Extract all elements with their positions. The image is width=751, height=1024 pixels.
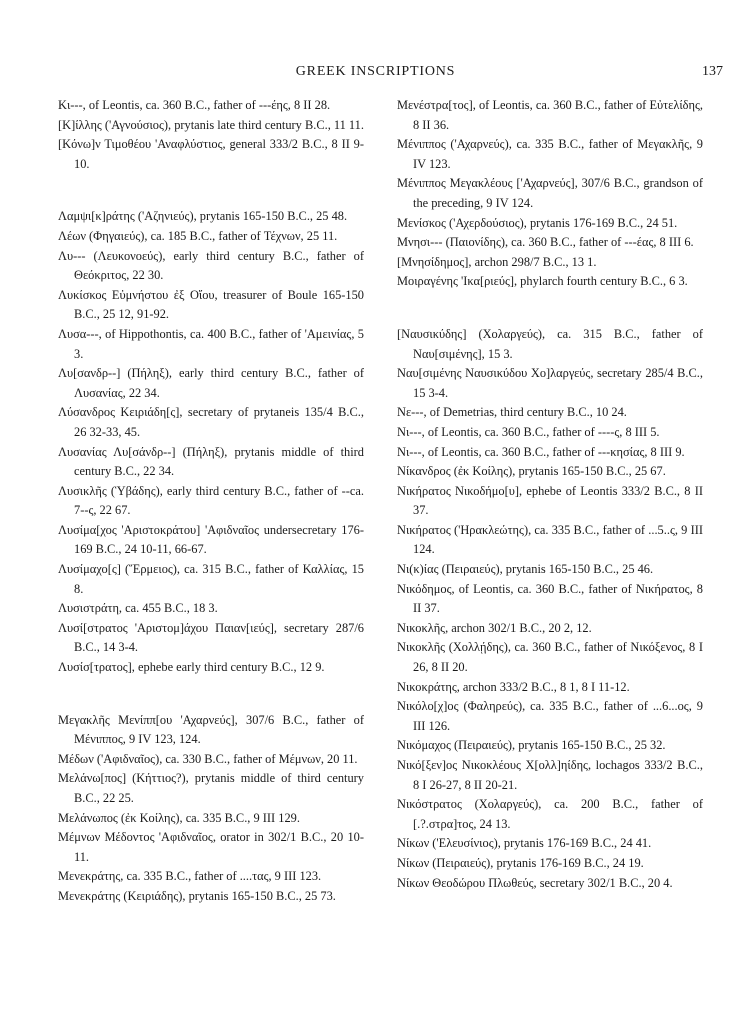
- index-entry: Νικόδημος, of Leontis, ca. 360 B.C., father of Νικήρατος, 8 II 37.: [397, 581, 703, 616]
- index-entry: Λύσανδρος Κειριάδη[ς], secretary of prytaneis 135/4 B.C., 26 32-33, 45.: [58, 405, 364, 439]
- index-entry: Λέων (Φηγαιεύς), ca. 185 B.C., father of Τέχνων, 25 11.: [58, 228, 338, 243]
- index-entry: Λυσανίας Λυ[σάνδρ--] (Πήληξ), prytanis middle of third century B.C., 22 34.: [58, 444, 364, 479]
- index-entry: Λυ--- (Λευκονοεύς), early third century B.C., father of Θεόκριτος, 22 30.: [58, 248, 364, 283]
- index-entry: Νι---, of Leontis, ca. 360 B.C., father of ----ς, 8 III 5.: [397, 424, 660, 439]
- index-entry: [Κ]ίλλης ('Αγνούσιος), prytanis late third century B.C., 11 11.: [58, 117, 364, 132]
- index-entry: Μενεκράτης (Κειριάδης), prytanis 165-150 B.C., 25 73.: [58, 888, 336, 903]
- index-entry: Νικήρατος Νικοδήμο[υ], ephebe of Leontis 333/2 B.C., 8 II 37.: [397, 483, 703, 518]
- index-entry: Ναυ[σιμένης Ναυσικύδου Χο]λαργεύς, secretary 285/4 B.C., 15 3-4.: [397, 366, 703, 400]
- index-entry: Λυκίσκος Εὐμνήστου ἐξ Οἴου, treasurer of Boule 165-150 B.C., 25 12, 91-92.: [58, 287, 364, 322]
- index-entry: Νικόμαχος (Πειραιεύς), prytanis 165-150 B.C., 25 32.: [397, 738, 666, 753]
- index-entry: Νι(κ)ίας (Πειραιεύς), prytanis 165-150 B.C., 25 46.: [397, 562, 654, 577]
- index-entry: Μέμνων Μέδοντος 'Αφιδναῖος, orator in 302/1 B.C., 20 10-11.: [58, 830, 364, 864]
- index-entry: Νικοκράτης, archon 333/2 B.C., 8 1, 8 I 11-12.: [397, 679, 630, 694]
- index-entry: Λυσί[στρατος 'Αριστομ]άχου Παιαν[ιεύς], secretary 287/6 B.C., 14 3-4.: [58, 620, 364, 655]
- index-entry: Μένιππος Μεγακλέους ['Αχαρνεύς], 307/6 B.C., grandson of the preceding, 9 IV 124.: [397, 176, 703, 210]
- index-entry: Μέδων ('Αφιδναῖος), ca. 330 B.C., father of Μέμνων, 20 11.: [58, 751, 358, 766]
- index-entry: Νικό[ξεν]ος Νικοκλέους Χ[ολλ]ηίδης, lochagos 333/2 B.C., 8 I 26-27, 8 II 20-21.: [397, 758, 703, 792]
- index-entry: Λυσικλῆς (Ὑβάδης), early third century B.C., father of --ca. 7--ς, 22 67.: [58, 483, 364, 518]
- index-entry: Νικόστρατος (Χολαργεύς), ca. 200 B.C., father of [.?.στρα]τος, 24 13.: [397, 797, 703, 831]
- index-entry: Νίκων ('Ελευσίνιος), prytanis 176-169 B.C., 24 41.: [397, 836, 652, 851]
- index-entry: Λυσίμαχο[ς] (Ἕρμειος), ca. 315 B.C., father of Καλλίας, 15 8.: [58, 562, 364, 596]
- index-entry: Νίκων Θεοδώρου Πλωθεύς, secretary 302/1 B.C., 20 4.: [397, 875, 673, 890]
- running-title: GREEK INSCRIPTIONS: [295, 64, 456, 79]
- index-entry: [Μνησίδημος], archon 298/7 B.C., 13 1.: [397, 254, 597, 269]
- index-entry: Νε---, of Demetrias, third century B.C., 10 24.: [397, 405, 627, 420]
- index-entry: Μοιραγένης 'Ικα[ριεύς], phylarch fourth century B.C., 6 3.: [397, 274, 688, 289]
- index-entry: Μνησι--- (Παιονίδης), ca. 360 B.C., father of ---έας, 8 III 6.: [397, 235, 694, 250]
- index-entry: [Ναυσικύδης] (Χολαργεύς), ca. 315 B.C., father of Ναυ[σιμένης], 15 3.: [397, 326, 703, 361]
- page-number: 137: [702, 64, 723, 79]
- index-entry: Λυσίσ[τρατος], ephebe early third century B.C., 12 9.: [58, 660, 325, 675]
- index-entry: [Κόνω]ν Τιμοθέου 'Αναφλύστιος, general 333/2 B.C., 8 II 9-10.: [58, 137, 364, 171]
- index-entry: Μελάνωπος (ἐκ Κοίλης), ca. 335 B.C., 9 III 129.: [58, 810, 300, 825]
- page-header: [28, 64, 723, 84]
- index-entry: Λυσίμα[χος 'Αριστοκράτου] 'Αφιδναῖος undersecretary 176-169 B.C., 24 10-11, 66-67.: [58, 522, 364, 557]
- index-entry: Μενίσκος ('Αχερδούσιος), prytanis 176-169 B.C., 24 51.: [397, 215, 678, 230]
- index-entry: Νικοκλῆς, archon 302/1 B.C., 20 2, 12.: [397, 620, 592, 635]
- right-column: [397, 96, 703, 893]
- index-entry: Νι---, of Leontis, ca. 360 B.C., father of ---κησίας, 8 III 9.: [397, 444, 685, 459]
- index-entry: Λυ[σανδρ--] (Πήληξ), early third century B.C., father of Λυσανίας, 22 34.: [58, 366, 364, 400]
- index-entry: Λυσιστράτη, ca. 455 B.C., 18 3.: [58, 601, 218, 616]
- index-entry: Μεγακλῆς Μενίππ[ου 'Αχαρνεύς], 307/6 B.C., father of Μένιππος, 9 IV 123, 124.: [58, 712, 364, 747]
- index-entry: Μελάνω[πος] (Κήττιος?), prytanis middle of third century B.C., 22 25.: [58, 771, 364, 805]
- index-entry: Μένιππος ('Αχαρνεύς), ca. 335 B.C., father of Μεγακλῆς, 9 IV 123.: [397, 137, 703, 171]
- index-entry: Μενέστρα[τος], of Leontis, ca. 360 B.C., father of Εὐτελίδης, 8 II 36.: [397, 98, 703, 132]
- index-entry: Νικόλο[χ]ος (Φαληρεύς), ca. 335 B.C., father of ...6...ος, 9 III 126.: [397, 699, 703, 733]
- index-entry: Νικήρατος ('Ηρακλεώτης), ca. 335 B.C., father of ...5..ς, 9 III 124.: [397, 522, 703, 557]
- index-entry: Κι---, of Leontis, ca. 360 B.C., father of ---έης, 8 II 28.: [58, 98, 331, 112]
- index-entry: Λαμψι[κ]ράτης ('Αζηνιεύς), prytanis 165-150 B.C., 25 48.: [58, 209, 348, 224]
- left-column: [58, 96, 364, 907]
- index-entry: Λυσα---, of Hippothontis, ca. 400 B.C., father of 'Αμεινίας, 5 3.: [58, 326, 364, 361]
- index-entry: Νικοκλῆς (Χολλῄδης), ca. 360 B.C., father of Νικόξενος, 8 I 26, 8 II 20.: [397, 640, 703, 675]
- index-entry: Νίκων (Πειραιεύς), prytanis 176-169 B.C., 24 19.: [397, 855, 644, 870]
- index-entry: Νίκανδρος (ἐκ Κοίλης), prytanis 165-150 B.C., 25 67.: [397, 464, 666, 479]
- index-entry: Μενεκράτης, ca. 335 B.C., father of ....τας, 9 III 123.: [58, 869, 322, 884]
